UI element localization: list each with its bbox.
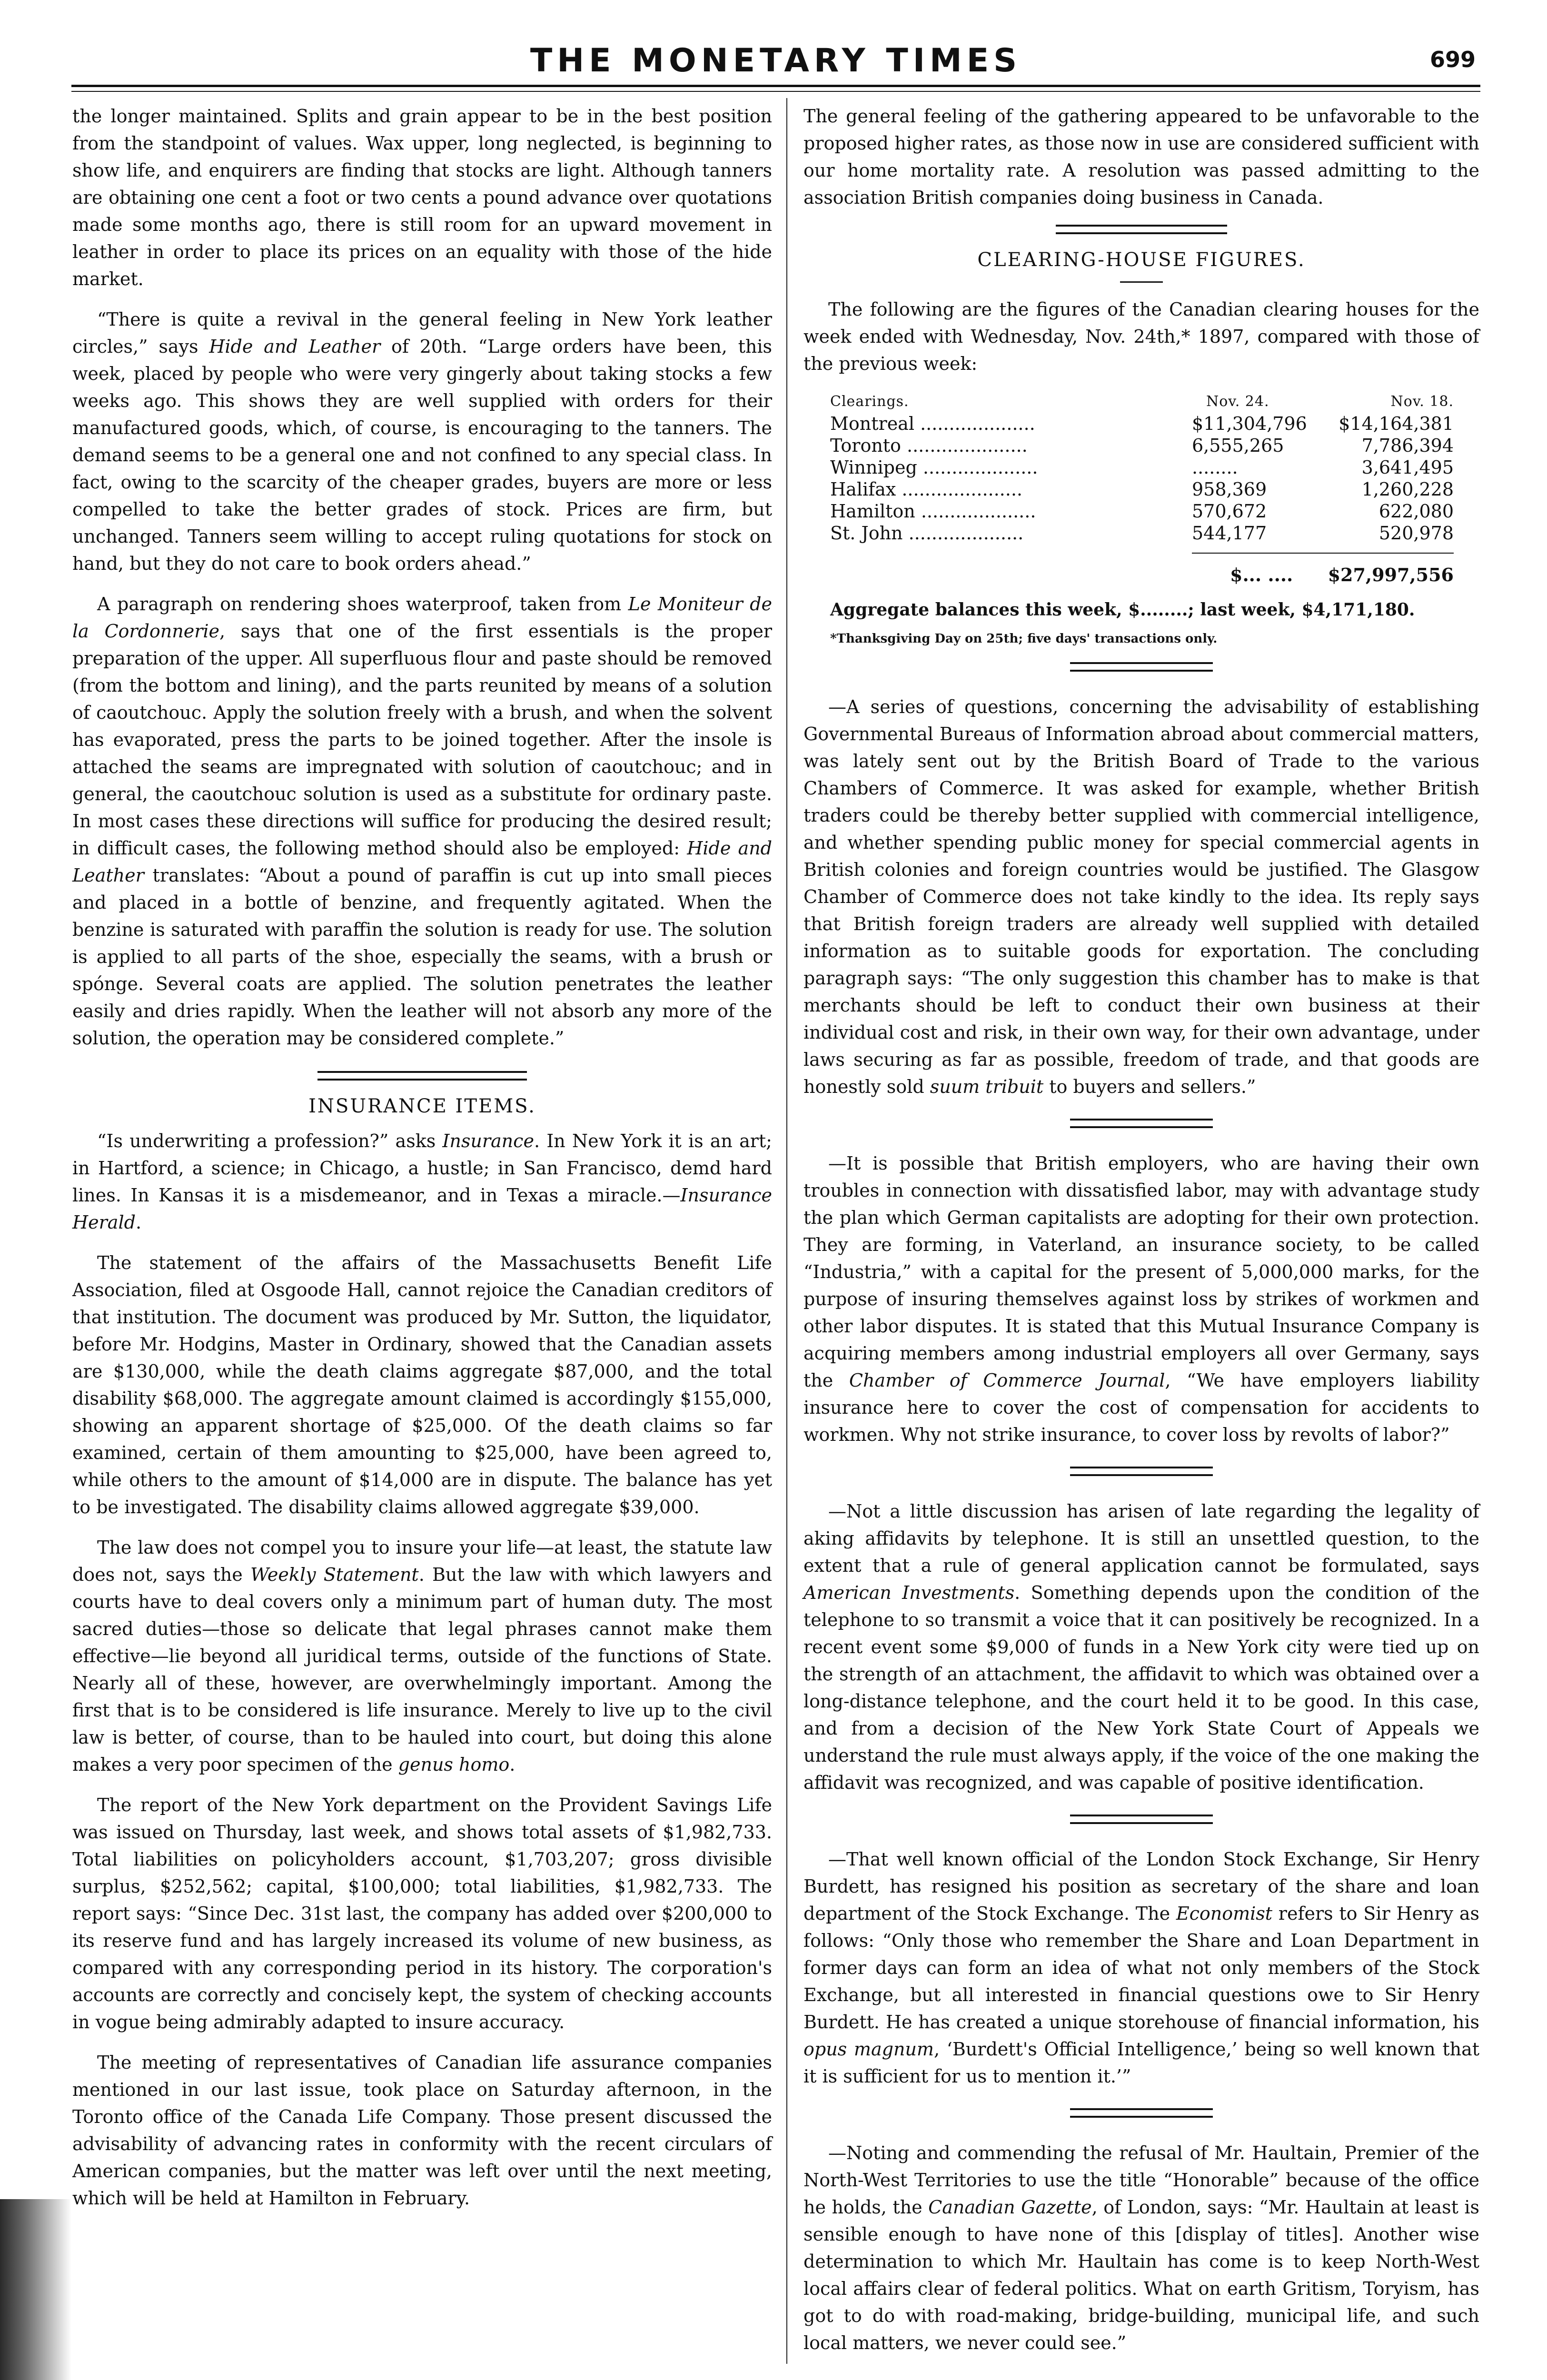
insurance-item: The law does not compel you to insure your life—at least, the statute law does not, says the Weekly Statement. But the law with which lawyers and courts have to deal covers only a minimum part of human duty. The most sacred duties—those so delicate that legal phrases cannot make them effective—lie beyond all juridical terms, outside of the functions of State. Nearly all of these, however, are overwhelmingly important. Among the first that is to be considered is life insurance. Merely to live up to the civil law is better, of course, than to be hauled into court, but doing this alone makes a very poor specimen of the genus homo. — [72, 1537, 772, 1775]
news-item: —Noting and commending the refusal of Mr. Haultain, Premier of the North-West Territories to use the title “Honorable” because of the office he holds, the Canadian Gazette, of London, says: “Mr. Haultain at least is sensible enough to have none of this [display of titles]. Another wise determination to which Mr. Haultain has come is to keep North-West local affairs clear of federal politics. What on earth Gritism, Toryism, has got to do with road-making, bridge-building, municipal life, and such local matters, we never could see.” — [803, 2142, 1480, 2353]
value-cell: 570,672 — [1192, 501, 1267, 522]
value-cell: 622,080 — [1378, 501, 1454, 522]
city-cell: St. John .................... — [830, 523, 1024, 544]
source-citation: Hide and Leather — [209, 336, 381, 357]
section-rule — [1070, 1815, 1213, 1824]
section-rule — [1070, 1467, 1213, 1476]
total-cell: $... .... — [1230, 564, 1293, 585]
clearing-house-heading: CLEARING-HOUSE FIGURES. — [977, 249, 1306, 271]
table-row — [830, 456, 1454, 478]
leather-paragraph: the longer maintained. Splits and grain appear to be in the best position from the standpoint of values. Wax upper, long neglected, is beginning to show life, and enquirers are finding that stocks are light. Although tanners are obtaining one cent a foot or two cents a pound advance over quotations made some months ago, there is still room for an upward movement in leather in order to place its prices on an equality with those of the hide market. — [72, 106, 772, 289]
thanksgiving-footnote: *Thanksgiving Day on 25th; five days' transactions only. — [830, 632, 1218, 646]
table-row — [830, 435, 1454, 456]
city-cell: Toronto ..................... — [830, 435, 1028, 456]
insurance-heading: INSURANCE ITEMS. — [308, 1095, 536, 1117]
source-citation: Canadian Gazette — [928, 2197, 1092, 2218]
section-rule — [1056, 225, 1227, 234]
news-item: —Not a little discussion has arisen of late regarding the legality of aking affidavits by telephone. It is still an unsettled question, to the extent that a rule of general application cannot be formulated, says American Investments. Something depends upon the condition of the telephone to so transmit a voice that it can positively be recognized. In a recent event some $9,000 of funds in a New York city were tied up on the strength of an attachment, the affidavit to which was obtained over a long-distance telephone, and the court held it to be good. In this case, and from a decision of the New York State Court of Appeals we understand the rule must always apply, if the voice of the one making the affidavit was recognized, and was capable of positive identification. — [803, 1501, 1479, 1793]
source-citation: Hide and Leather — [72, 838, 772, 886]
total-cell: $27,997,556 — [1328, 564, 1454, 585]
left-column — [72, 103, 772, 2225]
table-row — [830, 478, 1454, 500]
column-header: Nov. 24. — [1206, 393, 1269, 410]
value-cell: 3,641,495 — [1361, 457, 1454, 478]
table-row — [830, 522, 1454, 544]
gathering-paragraph: The general feeling of the gathering appeared to be unfavorable to the proposed higher rates, as those now in use are considered sufficient with our home mortality rate. A resolution was passed admitting to the association British companies doing business in Canada. — [803, 106, 1479, 208]
section-rule — [1070, 2108, 1213, 2118]
page-number: 699 — [1429, 47, 1476, 72]
insurance-item: “Is underwriting a profession?” asks Insurance. In New York it is an art; in Hartford, a science; in Chicago, a hustle; in San Francisco, demd hard lines. In Kansas it is a misdemeanor, and in Texas a miracle.—Insurance Herald. — [72, 1130, 772, 1233]
value-cell: 7,786,394 — [1361, 435, 1454, 456]
table-row — [830, 413, 1454, 435]
news-item: —That well known official of the London Stock Exchange, Sir Henry Burdett, has resigned his position as secretary of the share and loan department of the Stock Exchange. The Economist refers to Sir Henry as follows: “Only those who remember the Share and Loan Department in former days can form an idea of what not only members of the Stock Exchange, but all interested in financial questions owe to Sir Henry Burdett. He has created a unique storehouse of financial information, his opus magnum, ‘Burdett's Official Intelligence,’ being so well known that it is sufficient for us to mention it.’” — [803, 1849, 1480, 2087]
publication-title: THE MONETARY TIMES — [530, 42, 1022, 79]
section-rule — [317, 1071, 527, 1081]
table-row — [830, 500, 1454, 522]
latin-phrase: opus magnum — [803, 2039, 934, 2060]
table-total-row — [830, 564, 1454, 586]
source-citation: American Investments — [803, 1582, 1015, 1603]
city-cell: Montreal .................... — [830, 413, 1035, 434]
insurance-item: The statement of the affairs of the Massachusetts Benefit Life Association, filed at Osgoode Hall, cannot rejoice the Canadian creditors of that institution. The document was produced by Mr. Sutton, the liquidator, before Mr. Hodgins, Master in Ordinary, showed that the Canadian assets are $130,000, while the death claims aggregate $87,000, and the total disability $68,000. The aggregate amount claimed is accordingly $155,000, showing an apparent shortage of $25,000. Of the death claims so far examined, certain of them amounting to $25,000, have been agreed to, while others to the amount of $14,000 are in dispute. The balance has yet to be investigated. The disability claims allowed aggregate $39,000. — [72, 1252, 772, 1517]
right-column — [803, 103, 1479, 2370]
latin-phrase: suum tribuit — [930, 1076, 1044, 1097]
value-cell: 958,369 — [1192, 479, 1267, 500]
source-citation: Insurance Herald — [72, 1185, 772, 1233]
value-cell: 1,260,228 — [1361, 479, 1454, 500]
clearings-table — [830, 391, 1454, 586]
page-edge-shadow — [0, 2199, 71, 2380]
clearing-intro: The following are the figures of the Canadian clearing houses for the week ended with Wednesday, Nov. 24th,* 1897, compared with those of the previous week: — [803, 299, 1479, 374]
source-citation: Weekly Statement — [250, 1564, 419, 1585]
short-rule — [1120, 281, 1163, 283]
value-cell: $11,304,796 — [1192, 413, 1307, 434]
value-cell: 544,177 — [1192, 523, 1267, 544]
insurance-item: The meeting of representatives of Canadian life assurance companies mentioned in our last issue, took place on Saturday afternoon, in the Toronto office of the Canada Life Company. Those present discussed the advisability of advancing rates in conformity with the recent circulars of American companies, but the matter was left over until the next meeting, which will be held at Hamilton in February. — [72, 2052, 772, 2209]
column-header: Clearings. — [830, 393, 909, 410]
source-citation: Insurance — [442, 1130, 534, 1151]
table-header-row — [830, 391, 1454, 413]
masthead-rule — [71, 85, 1480, 92]
value-cell: 6,555,265 — [1192, 435, 1284, 456]
column-divider — [786, 98, 787, 2364]
city-cell: Halifax ..................... — [830, 479, 1022, 500]
waterproof-shoes-paragraph: A paragraph on rendering shoes waterproof, taken from Le Moniteur de la Cordonnerie, says that one of the first essentials is the proper preparation of the upper. All superfluous flour and paste should be removed (from the bottom and lining), and the parts reunited by means of a solution of caoutchouc. Apply the solution freely with a brush, and when the solvent has evaporated, press the parts to be joined together. After the insole is attached the seams are impregnated with solution of caoutchouc; and in general, the caoutchouc solution is used as a substitute for ordinary paste. In most cases these directions will suffice for producing the desired result; in difficult cases, the following method should also be employed: Hide and Leather translates: “About a pound of paraffin is cut up into small pieces and placed in a bottle of benzine, and frequently agitated. When the benzine is saturated with paraffin the solution is ready for use. The solution is applied to all parts of the shoe, especially the seams, with a brush or spónge. Several coats are applied. The solution penetrates the leather easily and dries rapidly. When the leather will not absorb any more of the solution, the operation may be considered complete.” — [72, 594, 772, 1049]
city-cell: Winnipeg .................... — [830, 457, 1038, 478]
section-rule — [1070, 1119, 1213, 1128]
source-citation: Le Moniteur de la Cordonnerie — [72, 594, 772, 642]
masthead — [71, 29, 1480, 81]
source-citation: Chamber of Commerce Journal — [849, 1370, 1165, 1391]
city-cell: Hamilton .................... — [830, 501, 1036, 522]
hide-leather-paragraph: “There is quite a revival in the general feeling in New York leather circles,” says Hide and Leather of 20th. “Large orders have been, this week, placed by people who were very gingerly about taking stocks a few weeks ago. This shows they are well supplied with orders for their manufactured goods, which, of course, is encouraging to the tanners. The demand seems to be a general one and not confined to any special class. In fact, owing to the scarcity of the cheaper grades, buyers are more or less compelled to take the better grades of stock. Prices are firm, but unchanged. Tanners seem willing to accept ruling quotations for stock on hand, but they do not care to book orders ahead.” — [72, 309, 772, 574]
news-item: —A series of questions, concerning the advisability of establishing Governmental Bureaus of Information abroad about commercial matters, was lately sent out by the British Board of Trade to the various Chambers of Commerce. It was asked for example, whether British traders could be thereby better supplied with commercial intelligence, and whether spending public money for special commercial agents in British colonies and foreign countries would be justified. The Glasgow Chamber of Commerce does not take kindly to the idea. Its reply says that British foreign traders are already well supplied with detailed information as to suitable goods for exportation. The concluding paragraph says: “The only suggestion this chamber has to make is that merchants should be left to conduct their own business at their individual cost and risk, in their own way, for their own advantage, under laws securing as far as possible, freedom of trade, and that goods are honestly sold suum tribuit to buyers and sellers.” — [803, 696, 1479, 1097]
column-header: Nov. 18. — [1390, 393, 1454, 410]
value-cell: $14,164,381 — [1339, 413, 1454, 434]
insurance-item: The report of the New York department on the Provident Savings Life was issued on Thursday, last week, and shows total assets of $1,982,733. Total liabilities on policyholders account, $1,703,207; gross divisible surplus, $252,562; capital, $100,000; total liabilities, $1,982,733. The report says: “Since Dec. 31st last, the company has added over $200,000 to its reserve fund and has largely increased its volume of new business, as compared with any corresponding period in its history. The corporation's accounts are correctly and concisely kept, the system of checking accounts in vogue being admirably adapted to insure accuracy. — [72, 1795, 772, 2033]
value-cell: ........ — [1192, 457, 1238, 478]
news-item: —It is possible that British employers, who are having their own troubles in connection with dissatisfied labor, may with advantage study the plan which German capitalists are adopting for their own protection. They are forming, in Vaterland, an insurance society, to be called “Industria,” with a capital for the present of 5,000,000 marks, for the purpose of insuring themselves against loss by strikes of workmen and other labor disputes. It is stated that this Mutual Insurance Company is acquiring members among industrial employers all over Germany, says the Chamber of Commerce Journal, “We have employers liability insurance here to cover the cost of compensation for accidents to workmen. Why not strike insurance, to cover loss by revolts of labor?” — [803, 1153, 1480, 1445]
sum-rule — [1192, 553, 1454, 554]
source-citation: Economist — [1176, 1903, 1273, 1924]
section-rule — [1070, 662, 1213, 672]
aggregate-balances: Aggregate balances this week, $........; last week, $4,171,180. — [830, 600, 1415, 620]
latin-phrase: genus homo — [398, 1754, 510, 1775]
value-cell: 520,978 — [1378, 523, 1454, 544]
